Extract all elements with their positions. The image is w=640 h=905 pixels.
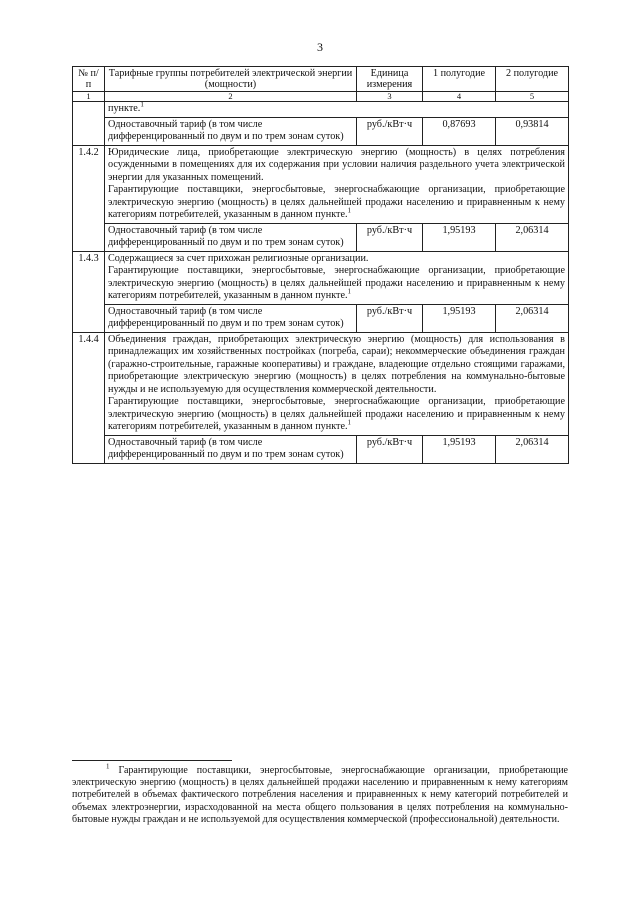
tariff-name: Одноставочный тариф (в том числе дифференцированный по двум и по трем зонам суток) xyxy=(105,435,357,463)
row-description xyxy=(105,145,569,223)
value-second-half: 2,06314 xyxy=(496,304,569,332)
unit-cell: руб./кВт·ч xyxy=(357,117,423,145)
column-number: 1 xyxy=(73,92,105,102)
table-row xyxy=(73,435,569,463)
column-number: 5 xyxy=(496,92,569,102)
header-unit: Единица измерения xyxy=(357,67,423,92)
tariff-name: Одноставочный тариф (в том числе дифференцированный по двум и по трем зонам суток) xyxy=(105,223,357,251)
unit-cell: руб./кВт·ч xyxy=(357,223,423,251)
value-second-half: 0,93814 xyxy=(496,117,569,145)
table-row xyxy=(73,223,569,251)
footnote-mark: 1 xyxy=(347,206,352,215)
description-text: Содержащиеся за счет прихожан религиозные организации. xyxy=(108,252,369,264)
column-number: 2 xyxy=(105,92,357,102)
column-number-row xyxy=(73,92,569,102)
row-description xyxy=(105,332,569,435)
header-second-half: 2 полугодие xyxy=(496,67,569,92)
value-first-half: 0,87693 xyxy=(423,117,496,145)
column-number: 3 xyxy=(357,92,423,102)
row-code xyxy=(73,102,105,146)
footnote-mark: 1 xyxy=(106,762,110,771)
guarantor-text: Гарантирующие поставщики, энергосбытовые, энергоснабжающие организации, приобретающие электрическую энергию (мощность) в целях дальнейшей продажи населению и приравненным к нему категориям потребителей, указанным в данном пункте.$^1$ xyxy=(108,265,565,301)
column-number: 4 xyxy=(423,92,496,102)
value-second-half: 2,06314 xyxy=(496,223,569,251)
header-tariff-groups: Тарифные группы потребителей электрической энергии (мощности) xyxy=(105,67,357,92)
table-row xyxy=(73,117,569,145)
value-first-half: 1,95193 xyxy=(423,435,496,463)
row-code: 1.4.2 xyxy=(73,145,105,251)
tariff-name: Одноставочный тариф (в том числе дифференцированный по двум и по трем зонам суток) xyxy=(105,304,357,332)
value-first-half: 1,95193 xyxy=(423,304,496,332)
row-description xyxy=(105,251,569,304)
footnote-text: Гарантирующие поставщики, энергосбытовые, энергоснабжающие организации, приобретающие электрическую энергию (мощность) в целях дальнейшей продажи населению и приравненным к нему категориям потребителей в объемах фактического потребления населения и приравненных к нему категорий потребителей и объемах электроэнергии, израсходованной на места общего пользования в целях потребления на коммунально-бытовые нужды граждан и не используемой для осуществления коммерческой (профессиональной) деятельности. xyxy=(72,765,568,825)
footnote-mark: 1 xyxy=(140,100,144,109)
footnote-mark: 1 xyxy=(347,287,352,296)
page-number: 3 xyxy=(317,40,323,54)
table-row xyxy=(73,145,569,223)
unit-cell: руб./кВт·ч xyxy=(357,304,423,332)
footnote-mark: 1 xyxy=(347,418,352,427)
table-row xyxy=(73,332,569,435)
description-text: Объединения граждан, приобретающих электрическую энергию (мощность) для использования в принадлежащих им хозяйственных постройках (погреба, сараи); некоммерческие объединения граждан (гаражно-строительные, гаражные кооперативы) и граждане, владеющие отдельно стоящими гаражами, приобретающие электрическую энергию (мощность) в целях потребления на коммунально-бытовые нужды и не используемую для осуществления коммерческой деятельности. xyxy=(108,333,565,395)
row-code: 1.4.4 xyxy=(73,332,105,463)
table-row xyxy=(73,251,569,304)
header-number: № п/п xyxy=(73,67,105,92)
tariff-name: Одноставочный тариф (в том числе дифференцированный по двум и по трем зонам суток) xyxy=(105,117,357,145)
tariff-table xyxy=(72,66,569,464)
footnote xyxy=(72,762,568,826)
guarantor-text: Гарантирующие поставщики, энергосбытовые, энергоснабжающие организации, приобретающие электрическую энергию (мощность) в целях дальнейшей продажи населению и приравненным к нему категориям потребителей, указанным в данном пункте.$^1$ xyxy=(108,184,565,220)
header-first-half: 1 полугодие xyxy=(423,67,496,92)
continuation-text: пункте.$^1$ xyxy=(105,102,569,118)
row-code: 1.4.3 xyxy=(73,251,105,332)
description-text: Юридические лица, приобретающие электрическую энергию (мощность) в целях потребления осужденными в помещениях для их содержания при условии наличия раздельного учета электрической энергии для указанных помещений. xyxy=(108,146,565,183)
table-row xyxy=(73,102,569,118)
unit-cell: руб./кВт·ч xyxy=(357,435,423,463)
footnote-divider xyxy=(72,760,232,761)
guarantor-text: Гарантирующие поставщики, энергосбытовые, энергоснабжающие организации, приобретающие электрическую энергию (мощность) в целях дальнейшей продажи населению и приравненным к нему категориям потребителей, указанным в данном пункте.$^1$ xyxy=(108,396,565,432)
table-row xyxy=(73,304,569,332)
table-header-row xyxy=(73,67,569,92)
value-second-half: 2,06314 xyxy=(496,435,569,463)
value-first-half: 1,95193 xyxy=(423,223,496,251)
